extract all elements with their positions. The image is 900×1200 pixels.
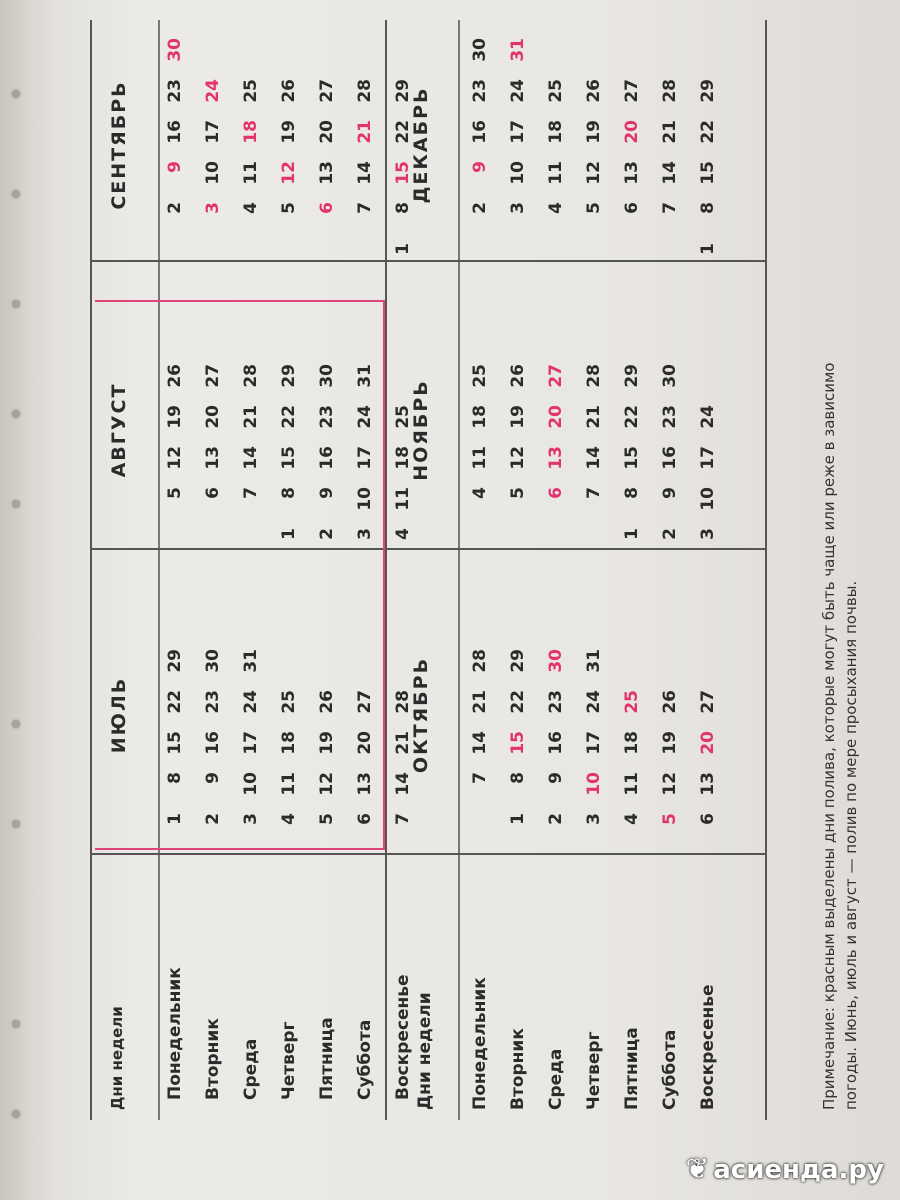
calendar-day: 20 bbox=[622, 120, 642, 144]
calendar-day: 14 bbox=[470, 731, 490, 755]
calendar-day: 21 bbox=[660, 120, 680, 144]
calendar-day: 12 bbox=[584, 161, 604, 185]
calendar-day: 1 bbox=[622, 528, 642, 540]
calendar-day: 3 bbox=[508, 202, 528, 214]
calendar-day: 1 bbox=[165, 813, 185, 825]
calendar-day: 25 bbox=[393, 405, 413, 429]
calendar-day: 13 bbox=[317, 161, 337, 185]
calendar-day: 10 bbox=[698, 487, 718, 511]
calendar-day: 8 bbox=[622, 487, 642, 499]
calendar-day: 31 bbox=[355, 364, 375, 388]
weekday-label: Суббота bbox=[660, 1029, 680, 1110]
calendar-day: 2 bbox=[660, 528, 680, 540]
calendar-day: 6 bbox=[317, 202, 337, 214]
calendar-day: 6 bbox=[546, 487, 566, 499]
calendar-day: 13 bbox=[622, 161, 642, 185]
calendar-day: 15 bbox=[393, 161, 413, 185]
calendar-day: 17 bbox=[241, 731, 261, 755]
calendar-day: 16 bbox=[317, 446, 337, 470]
calendar-day: 17 bbox=[355, 446, 375, 470]
calendar-day: 17 bbox=[508, 120, 528, 144]
note-line-2: погоды. Июнь, июль и август — полив по мере просыхания почвы. bbox=[842, 580, 860, 1110]
calendar-day: 24 bbox=[698, 405, 718, 429]
calendar-day: 19 bbox=[660, 731, 680, 755]
calendar-day: 30 bbox=[165, 38, 185, 62]
summer-box-bottom bbox=[383, 300, 385, 850]
calendar-day: 19 bbox=[279, 120, 299, 144]
calendar-day: 16 bbox=[470, 120, 490, 144]
calendar-day: 27 bbox=[698, 690, 718, 714]
calendar-day: 13 bbox=[546, 446, 566, 470]
calendar-day: 3 bbox=[355, 528, 375, 540]
month-title: АВГУСТ bbox=[108, 382, 130, 478]
calendar-day: 18 bbox=[622, 731, 642, 755]
calendar-day: 14 bbox=[355, 161, 375, 185]
calendar-day: 28 bbox=[660, 79, 680, 103]
calendar-day: 11 bbox=[393, 487, 413, 511]
month-title: ОКТЯБРЬ bbox=[410, 656, 432, 774]
calendar-day: 16 bbox=[165, 120, 185, 144]
summer-box-right bbox=[95, 300, 385, 302]
calendar-day: 28 bbox=[393, 690, 413, 714]
calendar-day: 23 bbox=[317, 405, 337, 429]
calendar-day: 29 bbox=[279, 364, 299, 388]
calendar-day: 10 bbox=[203, 161, 223, 185]
calendar-day: 23 bbox=[165, 79, 185, 103]
table-top-rule bbox=[90, 20, 92, 1120]
calendar-day: 8 bbox=[508, 772, 528, 784]
calendar-day: 2 bbox=[165, 202, 185, 214]
weekday-label: Воскресенье bbox=[698, 984, 718, 1110]
calendar-day: 18 bbox=[546, 120, 566, 144]
calendar-day: 7 bbox=[241, 487, 261, 499]
calendar-day: 24 bbox=[203, 79, 223, 103]
calendar-day: 3 bbox=[203, 202, 223, 214]
calendar-day: 7 bbox=[660, 202, 680, 214]
calendar-day: 5 bbox=[660, 813, 680, 825]
calendar-day: 15 bbox=[165, 731, 185, 755]
calendar-day: 2 bbox=[546, 813, 566, 825]
calendar-day: 2 bbox=[470, 202, 490, 214]
calendar-day: 25 bbox=[622, 690, 642, 714]
calendar-day: 4 bbox=[241, 202, 261, 214]
calendar-day: 10 bbox=[584, 772, 604, 796]
calendar-day: 29 bbox=[165, 649, 185, 673]
calendar-day: 9 bbox=[470, 161, 490, 173]
calendar-day: 30 bbox=[317, 364, 337, 388]
weekday-label: Вторник bbox=[203, 1018, 223, 1100]
calendar-day: 4 bbox=[470, 487, 490, 499]
calendar-day: 8 bbox=[165, 772, 185, 784]
calendar-day: 16 bbox=[546, 731, 566, 755]
calendar-day: 30 bbox=[546, 649, 566, 673]
calendar-day: 11 bbox=[546, 161, 566, 185]
calendar-day: 2 bbox=[203, 813, 223, 825]
calendar-day: 30 bbox=[203, 649, 223, 673]
calendar-day: 19 bbox=[165, 405, 185, 429]
calendar-day: 12 bbox=[279, 161, 299, 185]
site-watermark bbox=[686, 1152, 884, 1185]
calendar-day: 23 bbox=[546, 690, 566, 714]
calendar-day: 14 bbox=[584, 446, 604, 470]
calendar-day: 4 bbox=[279, 813, 299, 825]
calendar-day: 11 bbox=[622, 772, 642, 796]
calendar-day: 16 bbox=[660, 446, 680, 470]
weekday-label: Четверг bbox=[279, 1021, 299, 1100]
calendar-day: 27 bbox=[203, 364, 223, 388]
calendar-day: 17 bbox=[203, 120, 223, 144]
weekday-label: Пятница bbox=[317, 1017, 337, 1100]
calendar-day: 26 bbox=[279, 79, 299, 103]
month-header-rule bbox=[158, 20, 160, 1120]
weekday-label: Понедельник bbox=[470, 977, 490, 1110]
weekday-label: Среда bbox=[546, 1048, 566, 1110]
calendar-day: 3 bbox=[241, 813, 261, 825]
calendar-day: 31 bbox=[241, 649, 261, 673]
calendar-day: 17 bbox=[584, 731, 604, 755]
calendar-day: 11 bbox=[241, 161, 261, 185]
calendar-day: 21 bbox=[470, 690, 490, 714]
calendar-day: 22 bbox=[165, 690, 185, 714]
calendar-day: 23 bbox=[470, 79, 490, 103]
calendar-day: 15 bbox=[279, 446, 299, 470]
column-rule bbox=[90, 260, 765, 262]
weekdays-header: Дни недели bbox=[108, 1006, 126, 1110]
calendar-day: 5 bbox=[279, 202, 299, 214]
month-title: НОЯБРЬ bbox=[410, 379, 432, 481]
calendar-day: 9 bbox=[660, 487, 680, 499]
calendar-day: 8 bbox=[279, 487, 299, 499]
calendar-day: 20 bbox=[317, 120, 337, 144]
calendar-day: 9 bbox=[546, 772, 566, 784]
calendar-day: 7 bbox=[584, 487, 604, 499]
calendar-day: 22 bbox=[622, 405, 642, 429]
calendar-day: 16 bbox=[203, 731, 223, 755]
calendar-day: 27 bbox=[317, 79, 337, 103]
calendar-day: 23 bbox=[203, 690, 223, 714]
calendar-day: 15 bbox=[622, 446, 642, 470]
calendar-day: 30 bbox=[470, 38, 490, 62]
calendar-day: 5 bbox=[317, 813, 337, 825]
calendar-day: 25 bbox=[470, 364, 490, 388]
calendar-day: 1 bbox=[508, 813, 528, 825]
calendar-day: 31 bbox=[584, 649, 604, 673]
calendar-day: 5 bbox=[165, 487, 185, 499]
calendar-day: 23 bbox=[660, 405, 680, 429]
calendar-day: 18 bbox=[279, 731, 299, 755]
calendar-day: 10 bbox=[241, 772, 261, 796]
calendar-day: 12 bbox=[660, 772, 680, 796]
calendar-day: 28 bbox=[470, 649, 490, 673]
calendar-day: 26 bbox=[508, 364, 528, 388]
calendar-day: 19 bbox=[508, 405, 528, 429]
weekday-label: Вторник bbox=[508, 1028, 528, 1110]
calendar-day: 25 bbox=[279, 690, 299, 714]
calendar-day: 22 bbox=[279, 405, 299, 429]
calendar-day: 28 bbox=[355, 79, 375, 103]
calendar-day: 5 bbox=[584, 202, 604, 214]
calendar-day: 27 bbox=[546, 364, 566, 388]
calendar-day: 6 bbox=[698, 813, 718, 825]
calendar-day: 24 bbox=[241, 690, 261, 714]
calendar-day: 26 bbox=[317, 690, 337, 714]
month-title: СЕНТЯБРЬ bbox=[108, 80, 130, 210]
weekday-label: Суббота bbox=[355, 1019, 375, 1100]
calendar-day: 20 bbox=[203, 405, 223, 429]
calendar-day: 8 bbox=[698, 202, 718, 214]
calendar-day: 22 bbox=[698, 120, 718, 144]
table-bottom-rule bbox=[765, 20, 767, 1120]
calendar-day: 11 bbox=[470, 446, 490, 470]
calendar-day: 9 bbox=[203, 772, 223, 784]
calendar-day: 24 bbox=[508, 79, 528, 103]
calendar-day: 12 bbox=[165, 446, 185, 470]
calendar-day: 27 bbox=[622, 79, 642, 103]
calendar-day: 14 bbox=[241, 446, 261, 470]
watermark-text: асиенда.ру bbox=[713, 1155, 884, 1185]
calendar-day: 24 bbox=[584, 690, 604, 714]
weekday-label: Пятница bbox=[622, 1027, 642, 1110]
calendar-day: 22 bbox=[508, 690, 528, 714]
calendar-day: 6 bbox=[622, 202, 642, 214]
calendar-day: 7 bbox=[355, 202, 375, 214]
calendar-day: 1 bbox=[393, 243, 413, 255]
calendar-day: 13 bbox=[698, 772, 718, 796]
calendar-day: 29 bbox=[508, 649, 528, 673]
calendar-day: 18 bbox=[241, 120, 261, 144]
calendar-day: 25 bbox=[546, 79, 566, 103]
weekdays-header: Дни недели bbox=[415, 992, 435, 1110]
calendar-day: 21 bbox=[584, 405, 604, 429]
calendar-day: 9 bbox=[317, 487, 337, 499]
calendar-day: 20 bbox=[355, 731, 375, 755]
table-middle-rule bbox=[385, 20, 387, 1120]
calendar-day: 4 bbox=[622, 813, 642, 825]
month-title: ДЕКАБРЬ bbox=[410, 86, 432, 204]
calendar-day: 10 bbox=[508, 161, 528, 185]
calendar-day: 20 bbox=[546, 405, 566, 429]
weekday-label: Воскресенье bbox=[393, 974, 413, 1100]
calendar-day: 12 bbox=[508, 446, 528, 470]
calendar-day: 22 bbox=[393, 120, 413, 144]
calendar-day: 1 bbox=[279, 528, 299, 540]
calendar-day: 14 bbox=[660, 161, 680, 185]
calendar-day: 24 bbox=[355, 405, 375, 429]
calendar-day: 21 bbox=[241, 405, 261, 429]
weekday-label: Среда bbox=[241, 1038, 261, 1100]
note-line-1: Примечание: красным выделены дни полива, которые могут быть чаще или реже в зависимо bbox=[820, 362, 838, 1110]
month-header-rule bbox=[458, 20, 460, 1120]
calendar-day: 13 bbox=[355, 772, 375, 796]
calendar-day: 31 bbox=[508, 38, 528, 62]
calendar-day: 19 bbox=[317, 731, 337, 755]
calendar-day: 9 bbox=[165, 161, 185, 173]
calendar-day: 29 bbox=[393, 79, 413, 103]
calendar-day: 6 bbox=[355, 813, 375, 825]
calendar-day: 1 bbox=[698, 243, 718, 255]
calendar-day: 26 bbox=[660, 690, 680, 714]
summer-box-left bbox=[95, 848, 385, 850]
calendar-day: 25 bbox=[241, 79, 261, 103]
calendar-day: 20 bbox=[698, 731, 718, 755]
calendar-day: 10 bbox=[355, 487, 375, 511]
calendar-day: 28 bbox=[241, 364, 261, 388]
calendar-day: 13 bbox=[203, 446, 223, 470]
calendar-day: 21 bbox=[393, 731, 413, 755]
calendar-day: 19 bbox=[584, 120, 604, 144]
month-title: ИЮЛЬ bbox=[108, 676, 130, 754]
calendar-day: 29 bbox=[622, 364, 642, 388]
calendar-day: 5 bbox=[508, 487, 528, 499]
calendar-day: 28 bbox=[584, 364, 604, 388]
calendar-day: 8 bbox=[393, 202, 413, 214]
calendar-day: 3 bbox=[698, 528, 718, 540]
calendar-day: 18 bbox=[393, 446, 413, 470]
calendar-day: 12 bbox=[317, 772, 337, 796]
calendar-day: 3 bbox=[584, 813, 604, 825]
calendar-day: 4 bbox=[546, 202, 566, 214]
calendar-day: 30 bbox=[660, 364, 680, 388]
calendar-day: 26 bbox=[165, 364, 185, 388]
calendar-day: 7 bbox=[470, 772, 490, 784]
weekday-label: Четверг bbox=[584, 1031, 604, 1110]
calendar-day: 15 bbox=[698, 161, 718, 185]
calendar-day: 7 bbox=[393, 813, 413, 825]
leaf-icon: ❦ bbox=[685, 1152, 710, 1185]
calendar-day: 17 bbox=[698, 446, 718, 470]
calendar-day: 27 bbox=[355, 690, 375, 714]
calendar-day: 21 bbox=[355, 120, 375, 144]
calendar-day: 18 bbox=[470, 405, 490, 429]
column-rule bbox=[90, 853, 765, 855]
calendar-day: 14 bbox=[393, 772, 413, 796]
calendar-day: 11 bbox=[279, 772, 299, 796]
calendar-day: 4 bbox=[393, 528, 413, 540]
weekday-label: Понедельник bbox=[165, 967, 185, 1100]
calendar-day: 6 bbox=[203, 487, 223, 499]
calendar-day: 2 bbox=[317, 528, 337, 540]
calendar-day: 15 bbox=[508, 731, 528, 755]
calendar-day: 26 bbox=[584, 79, 604, 103]
calendar-day: 29 bbox=[698, 79, 718, 103]
